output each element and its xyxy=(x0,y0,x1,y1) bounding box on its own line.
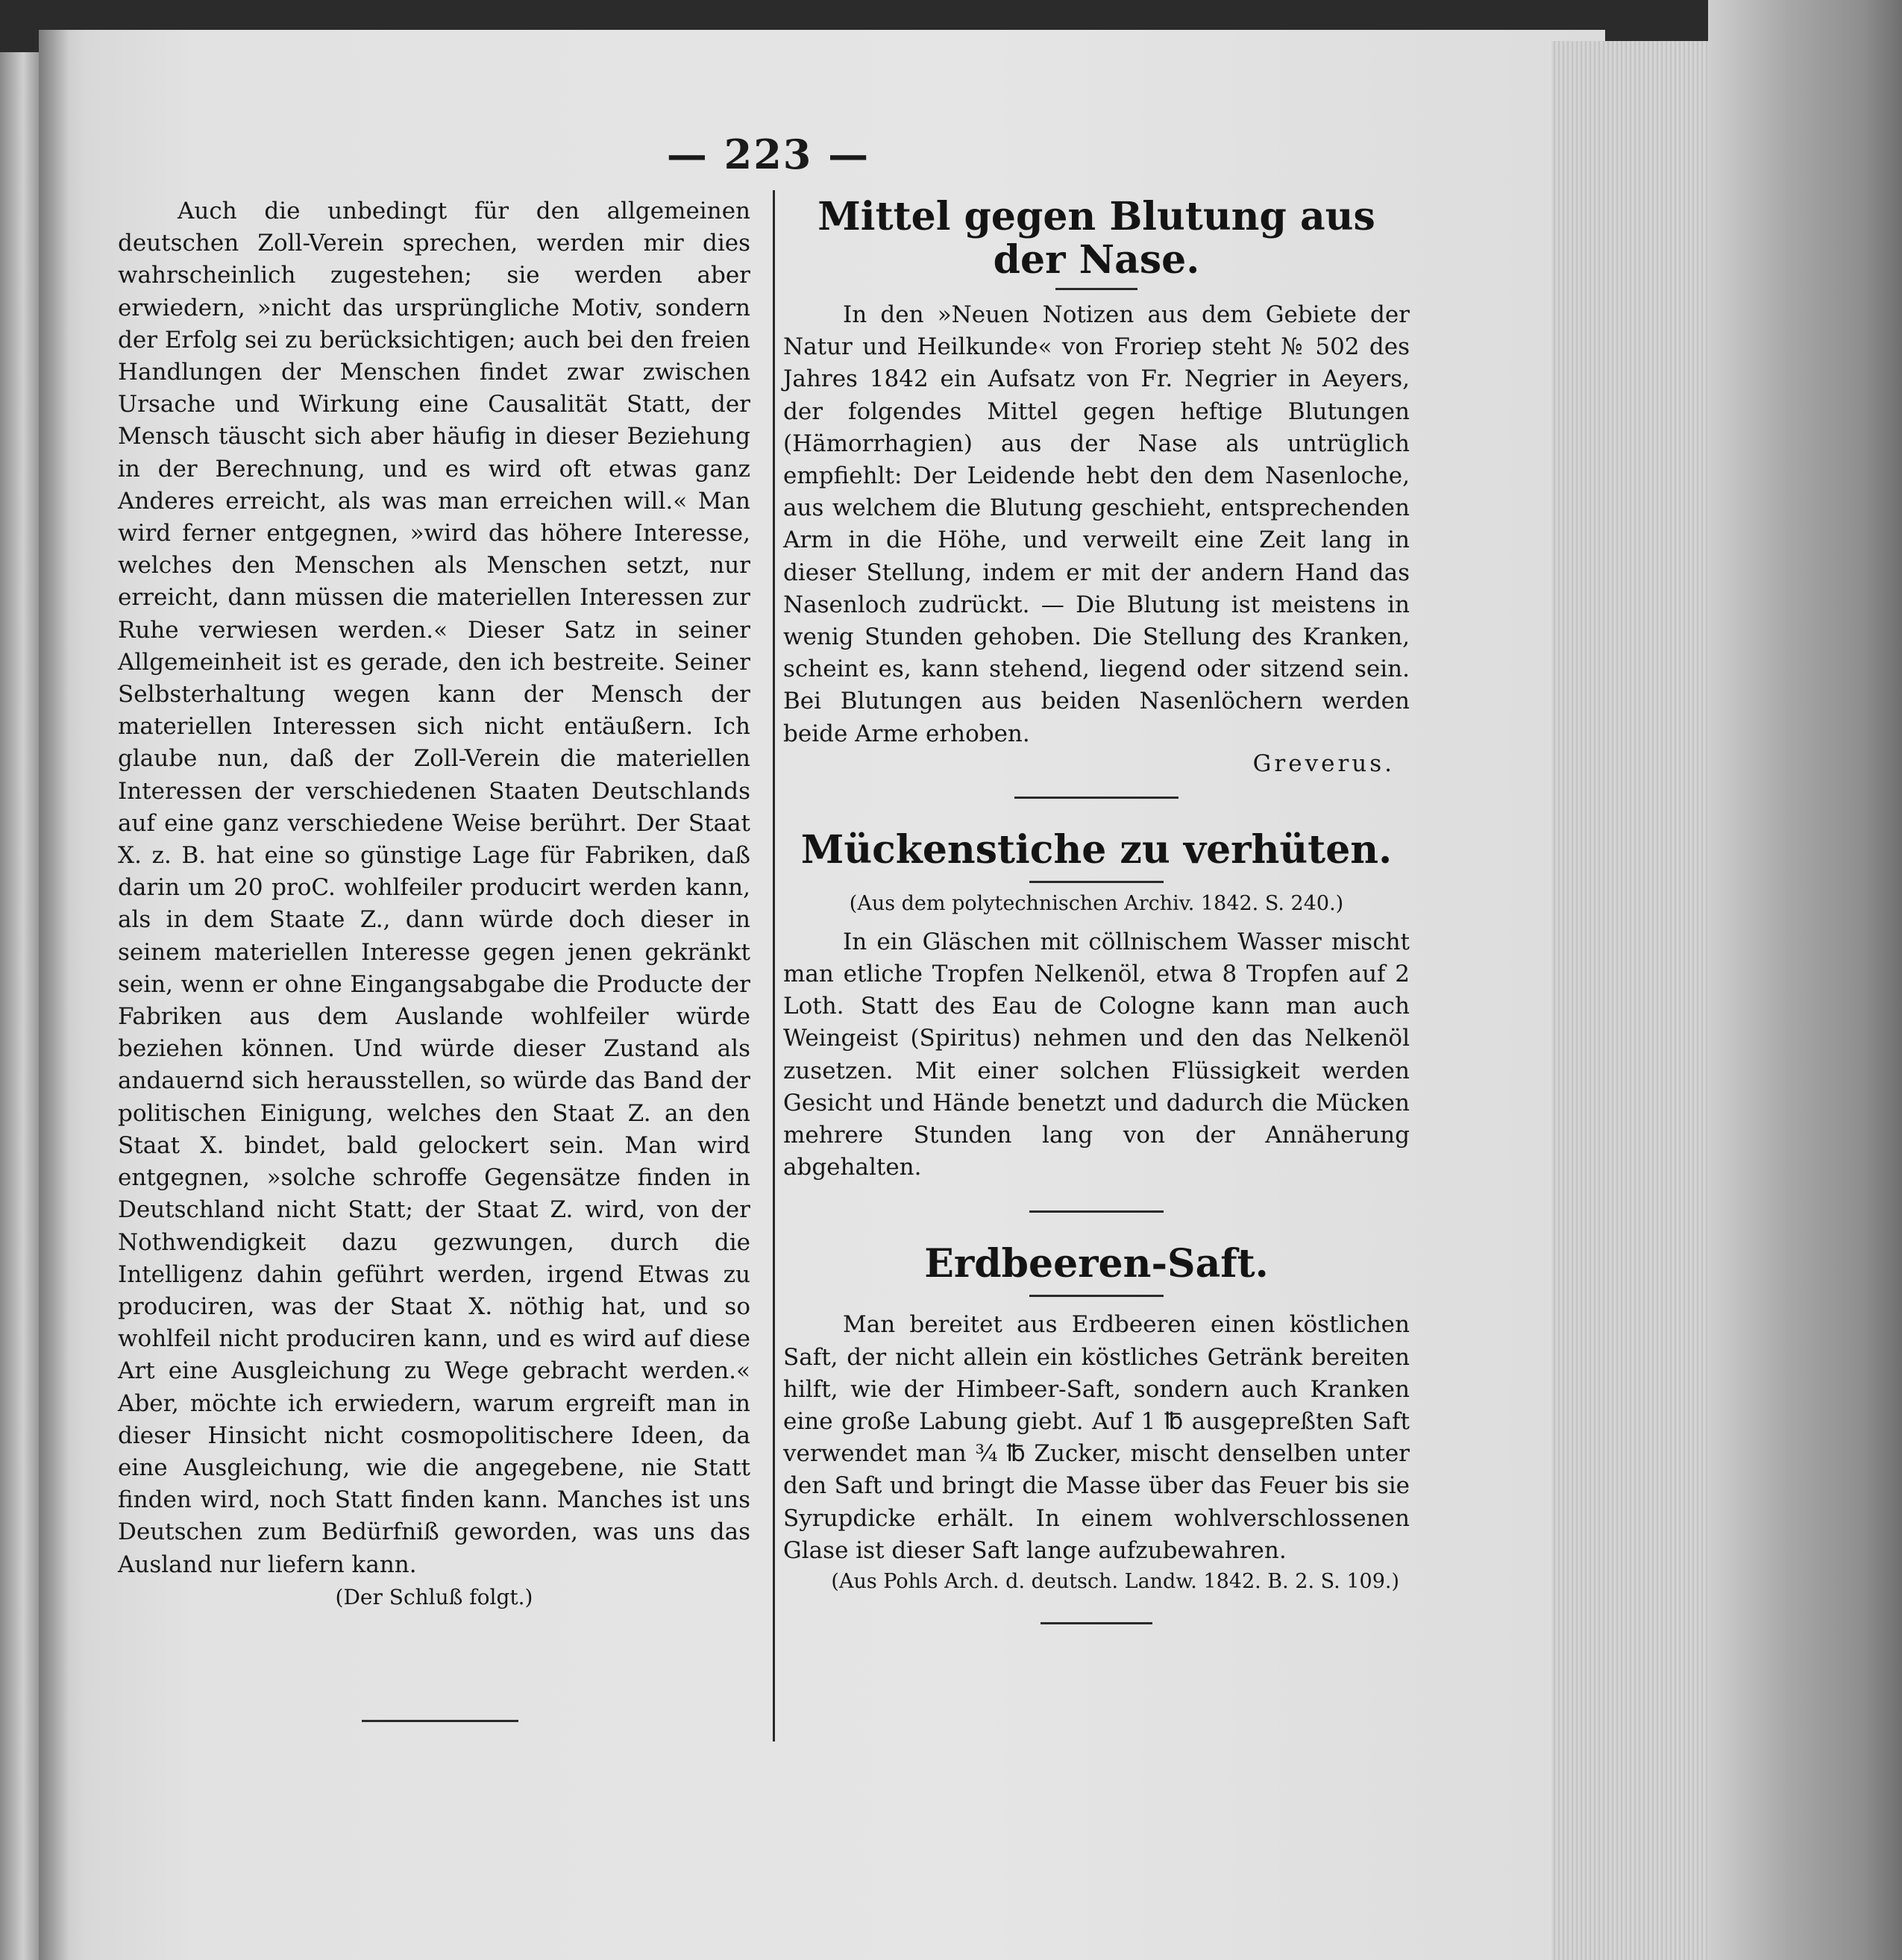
article-strawberry xyxy=(783,1243,1410,1597)
spine-shadow xyxy=(39,30,69,1960)
article-body: In den »Neuen Notizen aus dem Gebiete der Natur und Heilkunde« von Froriep steht № 502 des Jahres 1842 ein Aufsatz von Fr. Negrier in Aeyers, der folgendes Mittel gegen heftige Blutungen (Hämorrhagien) aus der Nase als untrüglich empfiehlt: Der Leidende hebt den dem Nasenloche, aus welchem die Blutung geschieht, entsprechenden Arm in die Höhe, und verweilt eine Zeit lang in dieser Stellung, indem er mit der andern Hand das Nasenloch zudrückt. — Die Blutung ist meistens in wenig Stunden gehoben. Die Stellung des Kranken, scheint es, kann stehend, liegend oder sitzend sein. Bei Blutungen aus beiden Nasenlöchern werden beide Arme erhoben. xyxy=(783,301,1410,747)
article-signature: Greverus. xyxy=(1252,750,1395,777)
article-title: Mückenstiche zu verhüten. xyxy=(800,826,1393,873)
left-page-edge xyxy=(0,52,39,1960)
left-end-rule xyxy=(362,1720,518,1722)
book-cover xyxy=(1708,0,1902,1960)
end-rule xyxy=(1041,1622,1152,1624)
page-block-edges xyxy=(1551,41,1723,1960)
article-body: In ein Gläschen mit cöllnischem Wasser mischt man etliche Tropfen Nelkenöl, etwa 8 Tropfen auf 2 Loth. Statt des Eau de Cologne kann man auch Weingeist (Spiritus) nehmen und den das Nelkenöl zusetzen. Mit einer solchen Flüssigkeit werden Gesicht und Hände benetzt und dadurch die Mücken mehrere Stunden lang von der Annäherung abgehalten. xyxy=(783,928,1410,1181)
article-nosebleed xyxy=(783,195,1410,777)
title-rule xyxy=(1029,1295,1164,1297)
article-mosquito xyxy=(783,826,1410,1184)
left-column-paragraph: Auch die unbedingt für den allgemeinen deutschen Zoll-Verein sprechen, werden mir dies wahrscheinlich zugestehen; sie werden aber erwiedern, »nicht das ursprüngliche Motiv, sondern der Erfolg sei zu berücksichtigen; auch bei den freien Handlungen der Menschen findet zwar zwischen Ursache und Wirkung eine Causalität Statt, der Mensch täuscht sich aber häufig in dieser Beziehung in der Berechnung, und es wird oft etwas ganz Anderes erreicht, als was man erreichen will.« Man wird ferner entgegnen, »wird das höhere Interesse, welches den Menschen als Menschen setzt, nur erreicht, dann müssen die materiellen Interessen zur Ruhe verwiesen werden.« Dieser Satz in seiner Allgemeinheit ist es gerade, den ich bestreite. Seiner Selbsterhaltung wegen kann der Mensch der materiellen Interessen sich nicht entäußern. Ich glaube nun, daß der Zoll-Verein die materiellen Interessen der verschiedenen Staaten Deutschlands auf eine ganz verschiedene Weise berührt. Der Staat X. z. B. hat eine so günstige Lage für Fabriken, daß darin um 20 proC. wohlfeiler producirt werden kann, als in dem Staate Z., dann würde doch dieser in seinem materiellen Interesse gegen jenen gekränkt sein, wenn er ohne Eingangsabgabe die Producte der Fabriken aus dem Auslande wohlfeiler würde beziehen können. Und würde dieser Zustand als andauernd sich herausstellen, so würde das Band der politischen Einigung, welches den Staat Z. an den Staat X. bindet, bald gelockert sein. Man wird entgegnen, »solche schroffe Gegensätze finden in Deutschland nicht Statt; der Staat Z. wird, von der Nothwendigkeit dazu gezwungen, durch die Intelligenz dahin geführt werden, irgend Etwas zu produciren, was der Staat X. nöthig hat, und so wohlfeil nicht produciren kann, und es wird auf diese Art eine Ausgleichung zu Wege gebracht werden.« Aber, möchte ich erwiedern, warum ergreift man in dieser Hinsicht nicht cosmopolitischere Ideen, da eine Ausgleichung, wie die angegebene, nie Statt finden wird, noch Statt finden kann. Manches ist uns Deutschen zum Bedürfniß geworden, was uns das Ausland nur liefern kann. xyxy=(118,198,750,1578)
section-rule xyxy=(1029,1210,1164,1213)
article-source: (Aus dem polytechnischen Archiv. 1842. S. 240.) xyxy=(849,891,1344,915)
right-column xyxy=(783,195,1410,1624)
article-source: (Aus Pohls Arch. d. deutsch. Landw. 1842. B. 2. S. 109.) xyxy=(831,1570,1399,1594)
article-title: Mittel gegen Blutung aus der Nase. xyxy=(817,194,1375,283)
article-title: Erdbeeren-Saft. xyxy=(924,1241,1269,1287)
column-divider xyxy=(773,190,775,1741)
section-rule xyxy=(1014,797,1178,799)
left-column xyxy=(118,195,750,1613)
title-rule xyxy=(1055,288,1137,290)
page-number: — 223 — xyxy=(666,131,870,178)
title-rule xyxy=(1029,881,1164,883)
continuation-note: (Der Schluß folgt.) xyxy=(335,1584,533,1609)
article-body: Man bereitet aus Erdbeeren einen köstlichen Saft, der nicht allein ein köstliches Getränk bereiten hilft, wie der Himbeer-Saft, sondern auch Kranken eine große Labung giebt. Auf 1 ℔ ausgepreßten Saft verwendet man ¾ ℔ Zucker, mischt denselben unter den Saft und bringt die Masse über das Feuer bis sie Syrupdicke erhält. In einem wohlverschlossenen Glase ist dieser Saft lange aufzubewahren. xyxy=(783,1311,1410,1564)
